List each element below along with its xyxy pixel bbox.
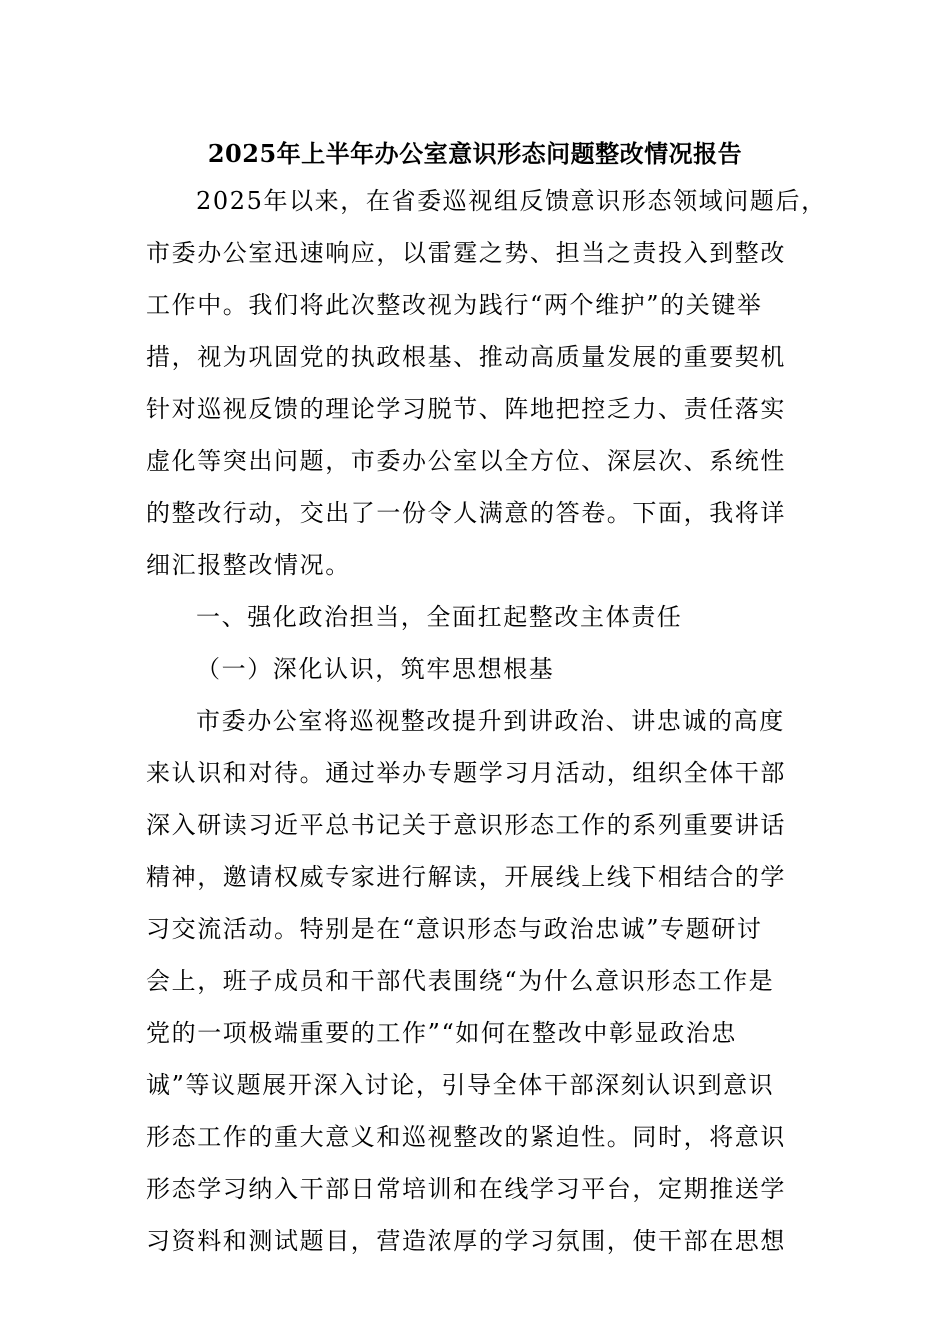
- paragraph-line: 虚化等突出问题，市委办公室以全方位、深层次、系统性: [146, 447, 786, 475]
- paragraph-line: 2025年以来，在省委巡视组反馈意识形态领域问题后，: [196, 187, 827, 215]
- paragraph-line: 针对巡视反馈的理论学习脱节、阵地把控乏力、责任落实: [146, 395, 786, 423]
- paragraph-line: 市委办公室迅速响应，以雷霆之势、担当之责投入到整改: [146, 239, 786, 267]
- paragraph-line: 来认识和对待。通过举办专题学习月活动，组织全体干部: [146, 759, 786, 787]
- paragraph-line: 市委办公室将巡视整改提升到讲政治、讲忠诚的高度: [196, 707, 785, 735]
- section-heading: 一、强化政治担当，全面扛起整改主体责任: [196, 603, 683, 631]
- paragraph-line: 党的一项极端重要的工作”“如何在整改中彰显政治忠: [146, 1019, 737, 1047]
- document-body: [146, 175, 827, 1267]
- paragraph-line: 精神，邀请权威专家进行解读，开展线上线下相结合的学: [146, 863, 786, 891]
- paragraph-line: 形态学习纳入干部日常培训和在线学习平台，定期推送学: [146, 1175, 786, 1203]
- paragraph-line: 工作中。我们将此次整改视为践行“两个维护”的关键举: [146, 291, 763, 319]
- paragraph-line: 深入研读习近平总书记关于意识形态工作的系列重要讲话: [146, 811, 786, 839]
- paragraph-line: 细汇报整改情况。: [146, 551, 351, 579]
- paragraph-line: 习资料和测试题目，营造浓厚的学习氛围，使干部在思想: [146, 1227, 786, 1255]
- paragraph-line: 诚”等议题展开深入讨论，引导全体干部深刻认识到意识: [146, 1071, 775, 1099]
- paragraph-line: 的整改行动，交出了一份令人满意的答卷。下面，我将详: [146, 499, 786, 527]
- paragraph-line: 习交流活动。特别是在“意识形态与政治忠诚”专题研讨: [146, 915, 763, 943]
- paragraph-line: 会上，班子成员和干部代表围绕“为什么意识形态工作是: [146, 967, 775, 995]
- subsection-heading: （一）深化认识，筑牢思想根基: [196, 655, 555, 683]
- document-title: 2025年上半年办公室意识形态问题整改情况报告: [207, 139, 743, 168]
- paragraph-line: 形态工作的重大意义和巡视整改的紧迫性。同时，将意识: [146, 1123, 786, 1151]
- paragraph-line: 措，视为巩固党的执政根基、推动高质量发展的重要契机: [146, 343, 786, 371]
